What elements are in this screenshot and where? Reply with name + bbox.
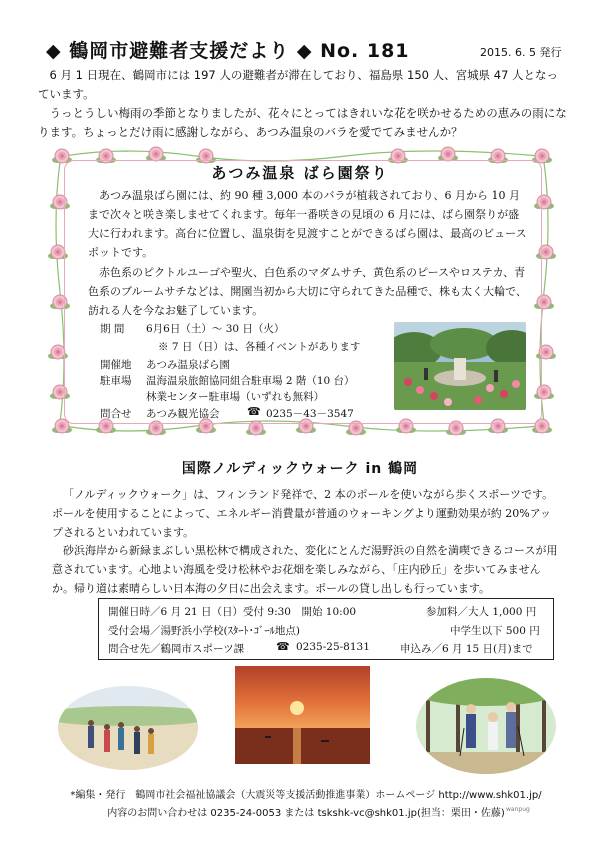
event-contact: 問合せ先／鶴岡市スポーツ課 bbox=[108, 643, 245, 655]
period-label: 期 間 bbox=[100, 323, 125, 335]
venue-value: あつみ温泉ばら園 bbox=[146, 359, 230, 371]
forest-walkers-photo bbox=[416, 678, 556, 774]
rose-festival-paragraph-1: あつみ温泉ばら園には、約 90 種 3,000 本のバラが植栽されており、6 月から 10 月まで次々と咲き楽しませてくれます。毎年一番咲きの見頃の 6 月には、ばら園祭りが盛大に行われます。高台に位置し、温泉街を見渡すことができるばら園は、最高のビュースポットです。 bbox=[88, 189, 527, 259]
footer-contact: 内容のお問い合わせは 0235-24-0053 または tskshk-vc@shk01.jp(担当：栗田・佐藤) bbox=[107, 808, 505, 819]
parking-value-1: 温海温泉旅館協同組合駐車場 2 階（10 台） bbox=[146, 375, 355, 387]
event-phone: 0235-25-8131 bbox=[296, 641, 370, 653]
contact-label: 問合せ bbox=[100, 408, 132, 420]
newsletter-title: ◆ 鶴岡市避難者支援だより ◆ No. 181 bbox=[46, 40, 410, 62]
parking-label: 駐車場 bbox=[100, 375, 132, 387]
rose-festival-paragraph-2: 赤色系のピクトルユーゴや聖火、白色系のマダムサチ、黄色系のピースやロステカ、青色系のブルームサチなどは、開園当初から大切に守られてきた品種で、株も太く大輪で、訪れる人を今なお魅了しています。 bbox=[88, 266, 527, 317]
phone-icon: ☎ bbox=[247, 405, 261, 418]
sunset-sea-photo bbox=[235, 666, 370, 764]
nordic-walk-heading: 国際ノルディックウォーク in 鶴岡 bbox=[181, 461, 419, 477]
footer-publisher: *編集・発行 鶴岡市社会福祉協議会（大震災等支援活動推進事業）ホームページ http://www.shk01.jp/ bbox=[70, 790, 542, 801]
period-value: 6月6日（土）～ 30 日（火） bbox=[146, 323, 285, 335]
phone-icon: ☎ bbox=[276, 640, 290, 653]
nordic-walk-paragraph-2: 砂浜海岸から新緑まぶしい黒松林で構成された、変化にとんだ湯野浜の自然を満喫できるコースが用意されています。心地よい海風を受け松林やお花畑を楽しみながら、「庄内砂丘」を歩いてみませんか。帰り道は素晴らしい日本海の夕日に出会えます。ポールの貸し出しも行っています。 bbox=[52, 544, 558, 595]
event-fee-adult: 参加料／大人 1,000 円 bbox=[426, 606, 537, 618]
rose-garden-photo bbox=[394, 322, 526, 410]
nordic-walk-paragraph-1: 「ノルディックウォーク」は、フィンランド発祥で、2 本のポールを使いながら歩くスポーツです。ポールを使用することによって、エネルギー消費量が普通のウォーキングより運動効果が約 20%アップされるといわれています。 bbox=[52, 488, 554, 539]
footer-mark: wanpug bbox=[506, 806, 530, 813]
issue-date: 2015. 6. 5 発行 bbox=[480, 46, 562, 59]
contact-phone: 0235－43－3547 bbox=[266, 408, 354, 420]
contact-value: あつみ観光協会 bbox=[146, 408, 220, 420]
intro-paragraph-1: 6 月 1 日現在、鶴岡市には 197 人の避難者が滞在しており、福島県 150 人、宮城県 47 人となっています。 bbox=[38, 68, 559, 101]
event-fee-child: 中学生以下 500 円 bbox=[450, 625, 540, 637]
beach-walkers-photo bbox=[58, 686, 198, 770]
venue-label: 開催地 bbox=[100, 359, 132, 371]
event-venue: 受付会場／湯野浜小学校(ｽﾀｰﾄ･ｺﾞｰﾙ地点) bbox=[108, 625, 300, 637]
event-deadline: 申込み／6 月 15 日(月)まで bbox=[400, 643, 533, 655]
rose-festival-heading: あつみ温泉 ばら園祭り bbox=[211, 164, 389, 182]
period-note: ※ 7 日（日）は、各種イベントがあります bbox=[158, 341, 361, 353]
parking-value-2: 林業センター駐車場（いずれも無料） bbox=[146, 391, 325, 403]
intro-paragraph-2: うっとうしい梅雨の季節となりましたが、花々にとってはきれいな花を咲かせるための恵みの雨になります。ちょっとだけ雨に感謝しながら、あつみ温泉のバラを愛でてみませんか？ bbox=[38, 106, 567, 139]
event-date: 開催日時／6 月 21 日（日）受付 9:30 開始 10:00 bbox=[108, 606, 357, 618]
